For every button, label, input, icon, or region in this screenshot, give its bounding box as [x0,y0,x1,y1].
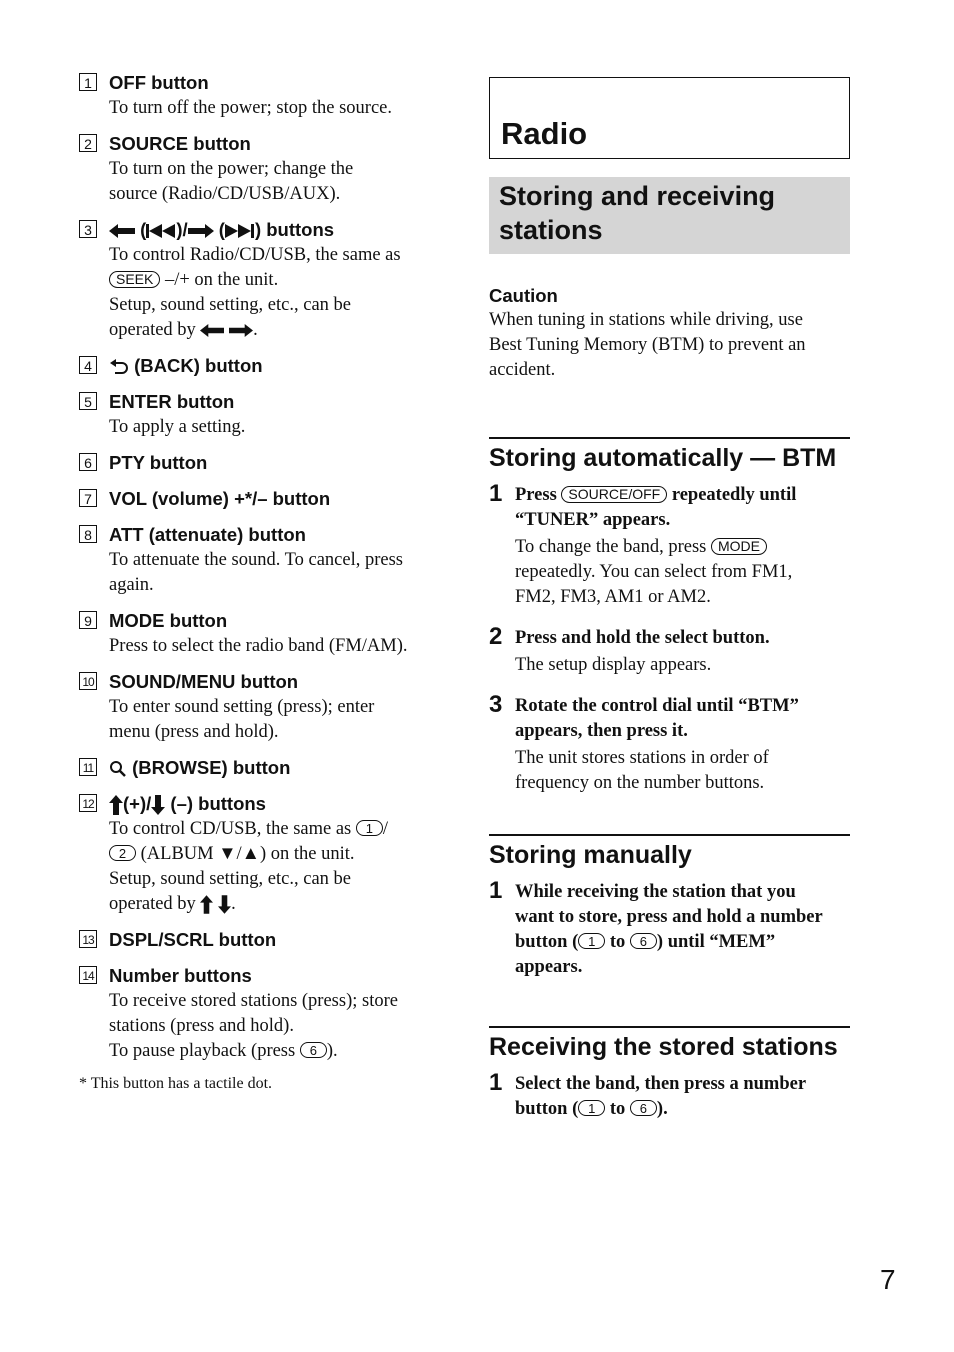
step-head-line: “TUNER” appears. [515,510,671,530]
item-mode [79,608,449,659]
preset-1-label: 1 [578,933,605,949]
skip-back-icon [146,224,176,238]
head-part: button ( [515,1099,579,1119]
item-number: 8 [79,525,97,543]
item-number-buttons [79,963,449,1064]
item-title: ATT (attenuate) button [109,524,306,545]
preset-1-label: 1 [356,820,383,836]
step-number: 1 [489,480,503,507]
arrow-right-icon [229,324,253,337]
arrow-down-icon [151,795,165,815]
item-desc-line: again. [109,575,154,595]
item-att [79,522,449,598]
item-title [109,791,449,817]
chapter-box [489,77,850,159]
item-title: MODE button [109,610,228,631]
item-prev-next [79,217,449,343]
step-number: 2 [489,623,503,650]
item-pty [79,450,449,476]
back-icon [109,359,129,375]
item-number: 5 [79,392,97,410]
caution-line: When tuning in stations while driving, use [489,310,803,330]
search-icon [109,760,127,778]
preset-6-label: 6 [630,1100,657,1116]
item-number: 4 [79,356,97,374]
item-desc-line: Setup, sound setting, etc., can be [109,869,351,889]
item-vol [79,486,449,512]
step-head-line: want to store, press and hold a number [515,907,823,927]
item-desc-line [109,1039,449,1064]
step-body-line: The setup display appears. [515,655,712,675]
item-desc: To turn off the power; stop the source. [109,98,392,118]
step-head-line [515,483,850,508]
item-number: 6 [79,453,97,471]
desc-part: –/+ on the unit. [160,270,279,290]
item-title: Number buttons [109,965,252,986]
item-desc-line: To turn on the power; change the [109,159,354,179]
item-desc-line: operated by . [109,320,258,340]
item-dspl [79,927,449,953]
section-title: Receiving the stored stations [489,1033,838,1061]
item-enter [79,389,449,440]
item-title [109,353,449,379]
head-part: to [605,932,630,952]
item-title: DSPL/SCRL button [109,929,277,950]
desc-part: (ALBUM ▼/▲) on the unit. [136,844,355,864]
preset-6-label: 6 [630,933,657,949]
step [489,691,850,796]
item-number: 2 [79,134,97,152]
item-browse [79,755,449,781]
item-number: 10 [79,672,97,690]
item-desc-line: Setup, sound setting, etc., can be [109,295,351,315]
item-title: SOUND/MENU button [109,671,299,692]
body-part: To change the band, press [515,537,707,557]
item-number: 3 [79,220,97,238]
caution-heading: Caution [489,285,558,306]
arrow-left-icon [200,324,224,337]
head-part: Press [515,485,557,505]
page-number: 7 [880,1264,896,1295]
step-head-line [515,930,850,955]
step-head-line: Press and hold the select button. [515,628,770,648]
item-number: 1 [79,73,97,91]
banner-title-line: stations [499,215,603,245]
item-desc-line [109,817,449,842]
step-number: 1 [489,1069,503,1096]
step-head-line [515,1097,850,1122]
caution-line: accident. [489,360,556,380]
step-head-line: Select the band, then press a number [515,1074,807,1094]
item-desc-line: operated by . [109,894,236,914]
item-desc: Press to select the radio band (FM/AM). [109,636,408,656]
seek-button-label: SEEK [109,271,160,288]
item-desc-line: menu (press and hold). [109,722,279,742]
arrow-down-icon [218,895,231,914]
item-desc-line [109,268,449,293]
caution-line: Best Tuning Memory (BTM) to prevent an [489,335,806,355]
item-desc-line: To attenuate the sound. To cancel, press [109,550,404,570]
section-btm [489,437,850,796]
skip-forward-icon [225,224,255,238]
desc-part: / [382,819,389,839]
item-title: OFF button [109,72,209,93]
item-number: 9 [79,611,97,629]
arrow-left-icon [109,224,135,238]
title-part: (+)/ [123,793,152,814]
item-desc-line: stations (press and hold). [109,1016,294,1036]
desc-part: operated by [109,320,196,340]
section-banner [489,177,850,254]
desc-part: To pause playback (press [109,1041,296,1061]
title-part: ) buttons [254,219,335,240]
footnote: * This button has a tactile dot. [79,1075,273,1092]
preset-2-label: 2 [109,845,136,861]
title-part: ( [140,219,147,240]
head-part: repeatedly until [667,485,797,505]
mode-button-label: MODE [711,538,767,555]
desc-part: operated by [109,894,196,914]
step-head-line: appears. [515,957,583,977]
item-back [79,353,449,379]
chapter-title: Radio [501,116,588,151]
preset-6-label: 6 [300,1042,327,1058]
step-body-line: FM2, FM3, AM1 or AM2. [515,587,711,607]
item-desc-line: source (Radio/CD/USB/AUX). [109,184,341,204]
item-desc-line: To receive stored stations (press); store [109,991,398,1011]
right-column [489,77,850,1138]
section-manual [489,834,850,980]
head-part: button ( [515,932,579,952]
head-part: ) until “MEM” [656,932,776,952]
title-part: ( [218,219,225,240]
step-body-line: repeatedly. You can select from FM1, [515,562,793,582]
source-off-button-label: SOURCE/OFF [561,486,667,503]
item-number: 12 [79,794,97,812]
section-title: Storing manually [489,841,692,869]
item-number: 11 [79,758,97,776]
step-number: 1 [489,877,503,904]
arrow-up-icon [109,795,123,815]
item-title: VOL (volume) +*/– button [109,488,331,509]
step-body-line: frequency on the number buttons. [515,773,765,793]
step [489,480,850,610]
item-title: SOURCE button [109,133,251,154]
item-source [79,131,449,207]
step-number: 3 [489,691,503,718]
head-part: to [605,1099,630,1119]
item-off [79,70,449,121]
item-title: ENTER button [109,391,235,412]
arrow-up-icon [200,895,213,914]
item-title [109,755,449,781]
item-title [109,217,449,243]
section-receive [489,1026,850,1122]
item-desc-line: To enter sound setting (press); enter [109,697,375,717]
item-number: 7 [79,489,97,507]
step [489,877,850,980]
item-sound-menu [79,669,449,745]
arrow-right-icon [188,224,214,238]
left-column [79,70,449,1094]
item-desc-line: To control Radio/CD/USB, the same as [109,245,401,265]
desc-part: ). [326,1041,338,1061]
item-desc: To apply a setting. [109,417,246,437]
title-part: )/ [176,219,188,240]
step-head-line: appears, then press it. [515,721,688,741]
section-title: Storing automatically — BTM [489,444,837,472]
step-body-line [515,535,850,560]
preset-1-label: 1 [578,1100,605,1116]
step-body-line: The unit stores stations in order of [515,748,769,768]
step-head-line: While receiving the station that you [515,882,796,902]
desc-part: To control CD/USB, the same as [109,819,352,839]
item-album [79,791,449,917]
title-part: (BACK) button [134,355,263,376]
head-part: ). [656,1099,668,1119]
step [489,623,850,678]
title-part: (–) buttons [170,793,266,814]
item-number: 13 [79,930,97,948]
step-head-line: Rotate the control dial until “BTM” [515,696,799,716]
item-number: 14 [79,966,97,984]
banner-title-line: Storing and receiving [499,181,776,211]
item-desc-line [109,842,449,867]
item-title: PTY button [109,452,208,473]
step [489,1069,850,1122]
title-part: (BROWSE) button [132,757,291,778]
